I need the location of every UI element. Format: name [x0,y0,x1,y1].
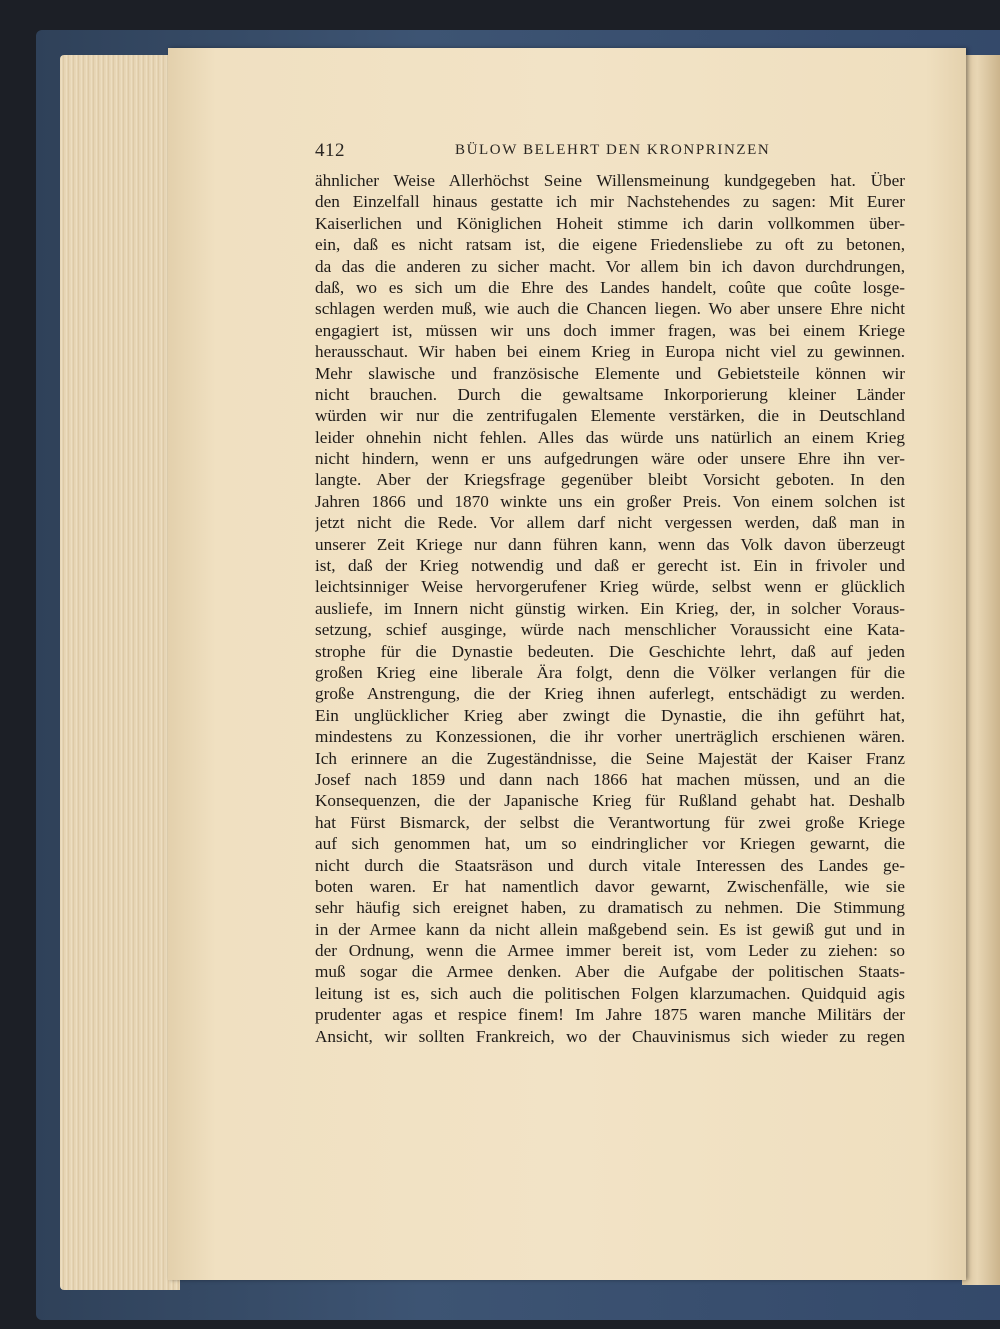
text-line: Jahren 1866 und 1870 winkte uns ein großer Preis. Von einem solchen ist [315,491,905,511]
text-line: mindestens zu Konzessionen, die ihr vorher unerträglich erschienen wären. [315,727,905,747]
text-line: Josef nach 1859 und dann nach 1866 hat machen müssen, und an die [315,769,905,789]
text-line: schlagen werden muß, wie auch die Chancen liegen. Wo aber unsere Ehre nicht [315,299,905,319]
text-line: leitung ist es, sich auch die politischen Folgen klarzumachen. Quidquid agis [315,983,905,1003]
text-line: strophe für die Dynastie bedeuten. Die Geschichte lehrt, daß auf jeden [315,641,905,661]
page-edges-stack [60,55,180,1290]
text-line: Ansicht, wir sollten Frankreich, wo der Chauvinismus sich wieder zu regen [315,1026,905,1046]
text-line: jetzt nicht die Rede. Vor allem darf nicht vergessen werden, daß man in [315,513,905,533]
facing-page-edge [962,55,1000,1285]
text-line: auf sich genommen hat, um so eindringlicher vor Kriegen gewarnt, die [315,834,905,854]
text-line: herausschaut. Wir haben bei einem Krieg in Europa nicht viel zu gewinnen. [315,342,905,362]
text-line: muß sogar die Armee denken. Aber die Aufgabe der politischen Staats- [315,962,905,982]
text-line: sehr häufig sich ereignet haben, zu dramatisch zu nehmen. Die Stimmung [315,898,905,918]
text-line: hat Fürst Bismarck, der selbst die Verantwortung für zwei große Kriege [315,812,905,832]
text-line: engagiert ist, müssen wir uns doch immer fragen, was bei einem Kriege [315,320,905,340]
body-text [315,170,905,1047]
text-line: ähnlicher Weise Allerhöchst Seine Willensmeinung kundgegeben hat. Über [315,171,905,190]
running-head [315,140,905,168]
text-line: den Einzelfall hinaus gestatte ich mir Nachstehendes zu sagen: Mit Eurer [315,192,905,212]
text-line: Kaiserlichen und Königlichen Hoheit stimme ich darin vollkommen über- [315,213,905,233]
text-line: in der Armee kann da nicht allein maßgebend sein. Es ist gewiß gut und in [315,919,905,939]
text-line: prudenter agas et respice finem! Im Jahre 1875 waren manche Militärs der [315,1005,905,1025]
text-line: würden wir nur die zentrifugalen Elemente verstärken, die in Deutschland [315,406,905,426]
text-line: unserer Zeit Kriege nur dann führen kann, wenn das Volk davon überzeugt [315,534,905,554]
text-line: Ich erinnere an die Zugeständnisse, die Seine Majestät der Kaiser Franz [315,748,905,768]
page-number: 412 [315,140,345,161]
text-line: Konsequenzen, die der Japanische Krieg für Rußland gehabt hat. Deshalb [315,791,905,811]
text-line: großen Krieg eine liberale Ära folgt, denn die Völker verlangen für die [315,662,905,682]
text-line: langte. Aber der Kriegsfrage gegenüber bleibt Vorsicht geboten. In den [315,470,905,490]
text-line: Mehr slawische und französische Elemente und Gebietsteile können wir [315,363,905,383]
text-line: nicht brauchen. Durch die gewaltsame Inkorporierung kleiner Länder [315,384,905,404]
text-line: nicht durch die Staatsräson und durch vitale Interessen des Landes ge- [315,855,905,875]
text-line: daß, wo es sich um die Ehre des Landes handelt, coûte que coûte losge- [315,277,905,297]
text-line: da das die anderen zu sicher macht. Vor allem bin ich davon durchdrungen, [315,256,905,276]
text-line: ausliefe, im Innern nicht günstig wirken. Ein Krieg, der, in solcher Voraus- [315,598,905,618]
text-line: leider ohnehin nicht fehlen. Alles das würde uns natürlich an einem Krieg [315,427,905,447]
text-line: leichtsinniger Weise hervorgerufener Krieg würde, selbst wenn er glücklich [315,577,905,597]
text-line: nicht hindern, wenn er uns aufgedrungen wäre oder unsere Ehre ihn ver- [315,449,905,469]
text-line: der Ordnung, wenn die Armee immer bereit ist, vom Leder zu ziehen: so [315,941,905,961]
running-head-title: BÜLOW BELEHRT DEN KRONPRINZEN [455,142,771,158]
text-line: ein, daß es nicht ratsam ist, die eigene Friedensliebe zu oft zu betonen, [315,235,905,255]
text-line: ist, daß der Krieg notwendig und daß er gerecht ist. Ein in frivoler und [315,556,905,576]
text-line: große Anstrengung, die der Krieg ihnen auferlegt, entschädigt zu werden. [315,684,905,704]
text-line: boten waren. Er hat namentlich davor gewarnt, Zwischenfälle, wie sie [315,876,905,896]
text-line: setzung, schief ausginge, würde nach menschlicher Voraussicht eine Kata- [315,620,905,640]
text-line: Ein unglücklicher Krieg aber zwingt die Dynastie, die ihn geführt hat, [315,705,905,725]
